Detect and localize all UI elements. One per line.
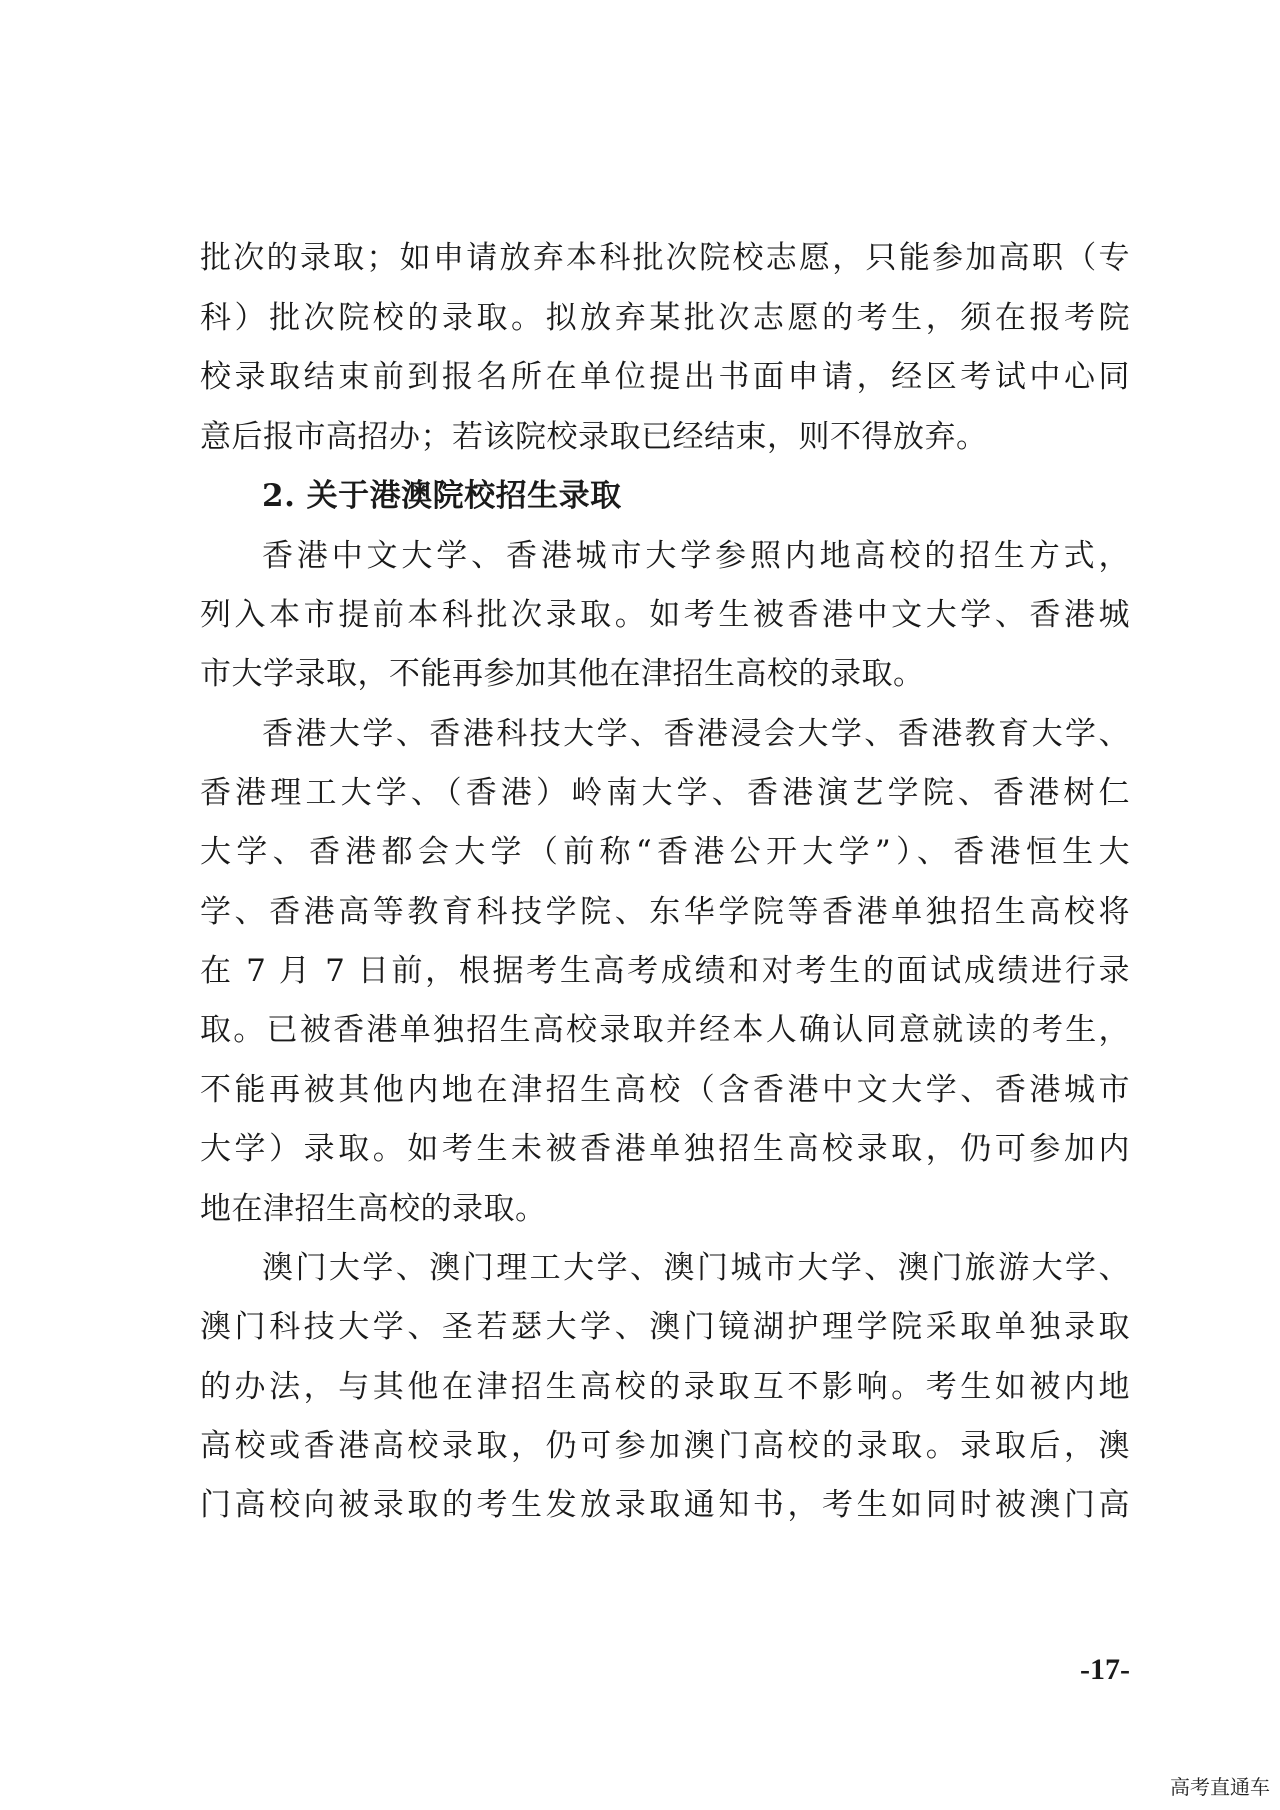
- watermark-text: 高考直通车: [1170, 1775, 1270, 1799]
- body-line: 在 7 月 7 日前，根据考生高考成绩和对考生的面试成绩进行录: [200, 953, 1130, 989]
- body-line: 香港理工大学、（香港）岭南大学、香港演艺学院、香港树仁: [200, 775, 1130, 811]
- body-line: 地在津招生高校的录取。: [200, 1191, 547, 1227]
- page-number: -17-: [1080, 1653, 1130, 1686]
- body-line: 列入本市提前本科批次录取。如考生被香港中文大学、香港城: [200, 597, 1130, 633]
- body-line: 市大学录取，不能再参加其他在津招生高校的录取。: [200, 656, 925, 692]
- section-heading: 2. 关于港澳院校招生录取: [262, 478, 622, 514]
- body-line: 澳门大学、澳门理工大学、澳门城市大学、澳门旅游大学、: [262, 1250, 1130, 1286]
- body-line: 大学、香港都会大学（前称“香港公开大学”）、香港恒生大: [200, 834, 1130, 870]
- body-line: 意后报市高招办；若该院校录取已经结束，则不得放弃。: [200, 419, 988, 455]
- body-line: 香港中文大学、香港城市大学参照内地高校的招生方式，: [262, 538, 1130, 574]
- body-line: 取。已被香港单独招生高校录取并经本人确认同意就读的考生，: [200, 1012, 1130, 1048]
- body-line: 不能再被其他内地在津招生高校（含香港中文大学、香港城市: [200, 1072, 1130, 1108]
- body-line: 学、香港高等教育科技学院、东华学院等香港单独招生高校将: [200, 894, 1130, 930]
- body-line: 校录取结束前到报名所在单位提出书面申请，经区考试中心同: [200, 359, 1130, 395]
- body-line: 科）批次院校的录取。拟放弃某批次志愿的考生，须在报考院: [200, 300, 1130, 336]
- body-line: 香港大学、香港科技大学、香港浸会大学、香港教育大学、: [262, 716, 1130, 752]
- body-line: 门高校向被录取的考生发放录取通知书，考生如同时被澳门高: [200, 1487, 1130, 1523]
- body-line: 的办法，与其他在津招生高校的录取互不影响。考生如被内地: [200, 1369, 1130, 1405]
- body-line: 澳门科技大学、圣若瑟大学、澳门镜湖护理学院采取单独录取: [200, 1309, 1130, 1345]
- body-line: 高校或香港高校录取，仍可参加澳门高校的录取。录取后，澳: [200, 1428, 1130, 1464]
- body-line: 批次的录取；如申请放弃本科批次院校志愿，只能参加高职（专: [200, 240, 1130, 276]
- body-line: 大学）录取。如考生未被香港单独招生高校录取，仍可参加内: [200, 1131, 1130, 1167]
